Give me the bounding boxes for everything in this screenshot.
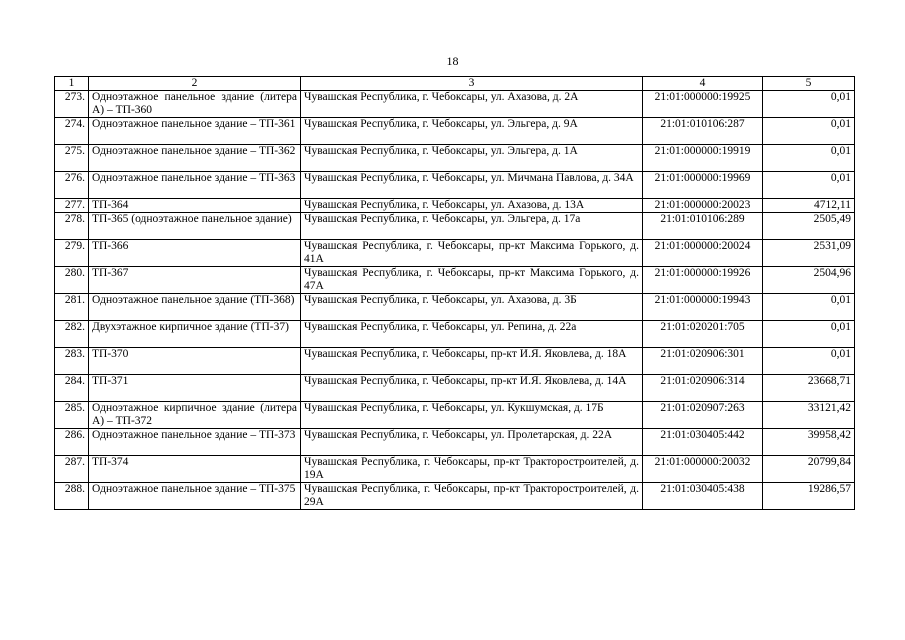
row-number: 281. — [55, 294, 89, 321]
object-area: 0,01 — [763, 145, 855, 172]
cadastral-number: 21:01:000000:19925 — [643, 91, 763, 118]
object-address: Чувашская Республика, г. Чебоксары, ул. Пролетарская, д. 22А — [301, 429, 643, 456]
cadastral-number: 21:01:000000:19969 — [643, 172, 763, 199]
row-number: 273. — [55, 91, 89, 118]
row-number: 278. — [55, 213, 89, 240]
row-number: 279. — [55, 240, 89, 267]
object-address: Чувашская Республика, г. Чебоксары, пр-кт Максима Горького, д. 47А — [301, 267, 643, 294]
object-name: Одноэтажное панельное здание – ТП-362 — [89, 145, 301, 172]
row-number: 286. — [55, 429, 89, 456]
object-area: 0,01 — [763, 321, 855, 348]
object-address: Чувашская Республика, г. Чебоксары, ул. Кукшумская, д. 17Б — [301, 402, 643, 429]
object-area: 4712,11 — [763, 199, 855, 213]
table-row — [55, 145, 855, 172]
object-area: 0,01 — [763, 294, 855, 321]
object-area: 33121,42 — [763, 402, 855, 429]
object-area: 23668,71 — [763, 375, 855, 402]
table-header-row — [55, 77, 855, 91]
object-name: Одноэтажное панельное здание – ТП-361 — [89, 118, 301, 145]
table-row — [55, 240, 855, 267]
object-address: Чувашская Республика, г. Чебоксары, пр-кт И.Я. Яковлева, д. 14А — [301, 375, 643, 402]
object-address: Чувашская Республика, г. Чебоксары, пр-кт Тракторостроителей, д. 19А — [301, 456, 643, 483]
property-table — [54, 76, 855, 510]
object-area: 2504,96 — [763, 267, 855, 294]
object-name: ТП-365 (одноэтажное панельное здание) — [89, 213, 301, 240]
cadastral-number: 21:01:020906:314 — [643, 375, 763, 402]
object-name: Одноэтажное панельное здание – ТП-363 — [89, 172, 301, 199]
object-address: Чувашская Республика, г. Чебоксары, ул. Эльгера, д. 9А — [301, 118, 643, 145]
object-name: ТП-364 — [89, 199, 301, 213]
cadastral-number: 21:01:020907:263 — [643, 402, 763, 429]
cadastral-number: 21:01:000000:20023 — [643, 199, 763, 213]
object-address: Чувашская Республика, г. Чебоксары, ул. Эльгера, д. 1А — [301, 145, 643, 172]
object-address: Чувашская Республика, г. Чебоксары, ул. Ахазова, д. 3Б — [301, 294, 643, 321]
object-area: 19286,57 — [763, 483, 855, 510]
row-number: 277. — [55, 199, 89, 213]
table-row — [55, 91, 855, 118]
table-row — [55, 118, 855, 145]
cadastral-number: 21:01:000000:20032 — [643, 456, 763, 483]
row-number: 276. — [55, 172, 89, 199]
object-area: 0,01 — [763, 91, 855, 118]
table-row — [55, 199, 855, 213]
cadastral-number: 21:01:010106:289 — [643, 213, 763, 240]
cadastral-number: 21:01:000000:20024 — [643, 240, 763, 267]
object-name: Двухэтажное кирпичное здание (ТП-37) — [89, 321, 301, 348]
object-name: ТП-370 — [89, 348, 301, 375]
table-row — [55, 483, 855, 510]
column-header: 5 — [763, 77, 855, 91]
cadastral-number: 21:01:030405:438 — [643, 483, 763, 510]
column-header: 3 — [301, 77, 643, 91]
table-row — [55, 375, 855, 402]
table-row — [55, 456, 855, 483]
object-address: Чувашская Республика, г. Чебоксары, ул. Эльгера, д. 17а — [301, 213, 643, 240]
object-name: Одноэтажное панельное здание – ТП-373 — [89, 429, 301, 456]
table-row — [55, 294, 855, 321]
object-address: Чувашская Республика, г. Чебоксары, ул. Ахазова, д. 13А — [301, 199, 643, 213]
column-header: 1 — [55, 77, 89, 91]
object-area: 0,01 — [763, 172, 855, 199]
object-area: 2531,09 — [763, 240, 855, 267]
table-row — [55, 429, 855, 456]
object-area: 2505,49 — [763, 213, 855, 240]
object-name: Одноэтажное панельное здание – ТП-375 — [89, 483, 301, 510]
row-number: 288. — [55, 483, 89, 510]
object-name: Одноэтажное кирпичное здание (литера А) – ТП-372 — [89, 402, 301, 429]
object-area: 0,01 — [763, 118, 855, 145]
object-name: Одноэтажное панельное здание (литера А) – ТП-360 — [89, 91, 301, 118]
object-area: 20799,84 — [763, 456, 855, 483]
cadastral-number: 21:01:000000:19926 — [643, 267, 763, 294]
page-number: 18 — [446, 54, 459, 68]
row-number: 284. — [55, 375, 89, 402]
table-row — [55, 402, 855, 429]
cadastral-number: 21:01:020906:301 — [643, 348, 763, 375]
row-number: 275. — [55, 145, 89, 172]
table-row — [55, 213, 855, 240]
row-number: 280. — [55, 267, 89, 294]
object-name: ТП-366 — [89, 240, 301, 267]
row-number: 274. — [55, 118, 89, 145]
cadastral-number: 21:01:010106:287 — [643, 118, 763, 145]
object-address: Чувашская Республика, г. Чебоксары, ул. Мичмана Павлова, д. 34А — [301, 172, 643, 199]
table-row — [55, 321, 855, 348]
object-address: Чувашская Республика, г. Чебоксары, пр-кт И.Я. Яковлева, д. 18А — [301, 348, 643, 375]
cadastral-number: 21:01:030405:442 — [643, 429, 763, 456]
row-number: 282. — [55, 321, 89, 348]
cadastral-number: 21:01:020201:705 — [643, 321, 763, 348]
object-address: Чувашская Республика, г. Чебоксары, пр-кт Тракторостроителей, д. 29А — [301, 483, 643, 510]
row-number: 285. — [55, 402, 89, 429]
table-row — [55, 172, 855, 199]
column-header: 2 — [89, 77, 301, 91]
table-row — [55, 348, 855, 375]
object-area: 0,01 — [763, 348, 855, 375]
row-number: 283. — [55, 348, 89, 375]
object-name: Одноэтажное панельное здание (ТП-368) — [89, 294, 301, 321]
object-name: ТП-371 — [89, 375, 301, 402]
column-header: 4 — [643, 77, 763, 91]
object-address: Чувашская Республика, г. Чебоксары, ул. Репина, д. 22а — [301, 321, 643, 348]
object-address: Чувашская Республика, г. Чебоксары, пр-кт Максима Горького, д. 41А — [301, 240, 643, 267]
cadastral-number: 21:01:000000:19919 — [643, 145, 763, 172]
table-row — [55, 267, 855, 294]
row-number: 287. — [55, 456, 89, 483]
object-name: ТП-367 — [89, 267, 301, 294]
object-name: ТП-374 — [89, 456, 301, 483]
object-address: Чувашская Республика, г. Чебоксары, ул. Ахазова, д. 2А — [301, 91, 643, 118]
object-area: 39958,42 — [763, 429, 855, 456]
cadastral-number: 21:01:000000:19943 — [643, 294, 763, 321]
